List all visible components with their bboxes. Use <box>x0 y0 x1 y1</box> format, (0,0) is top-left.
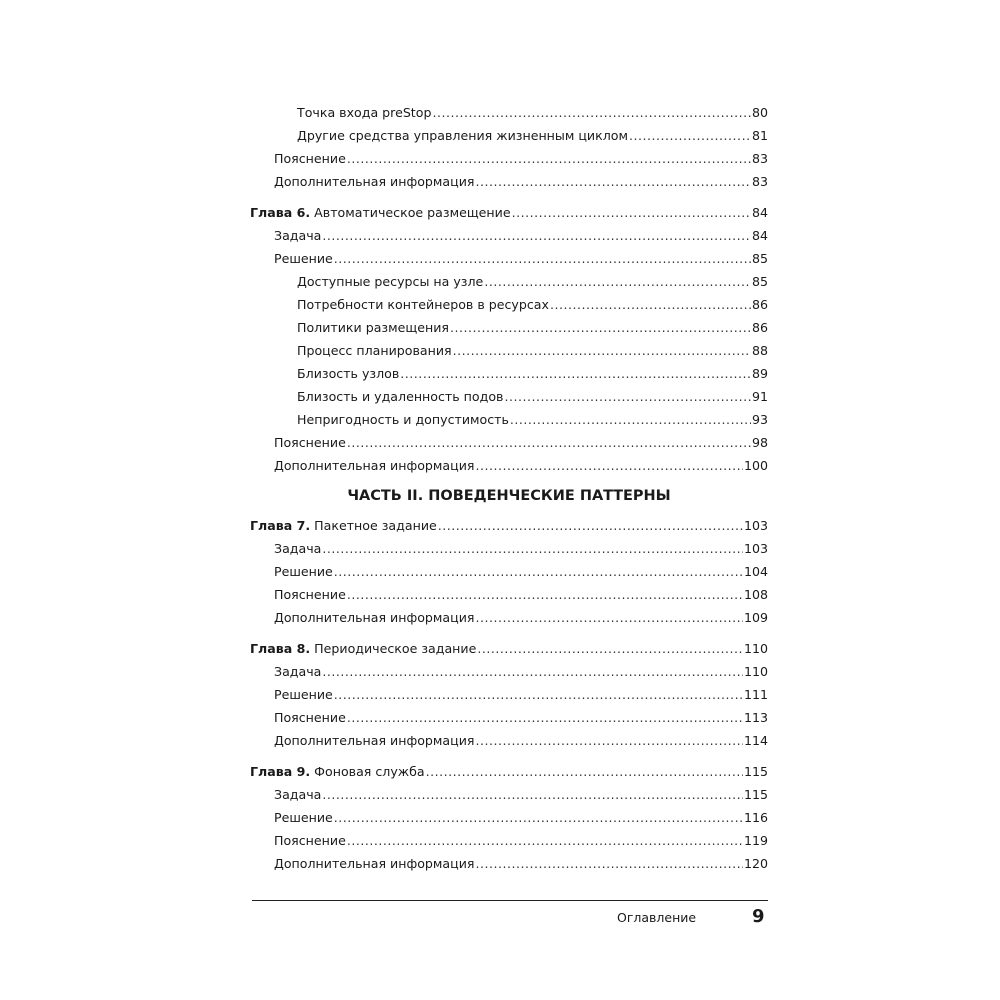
toc-entry-title <box>297 389 503 405</box>
toc-entry-title <box>274 251 333 267</box>
dot-leader <box>484 274 751 290</box>
toc-entry-label: Пояснение <box>274 710 346 725</box>
toc-entry-label: Потребности контейнеров в ресурсах <box>297 297 549 312</box>
toc-entry-title <box>274 435 346 451</box>
toc-entry-title <box>297 274 483 290</box>
toc-page-number: 115 <box>743 764 768 779</box>
toc-entry-title <box>297 320 449 336</box>
toc-entry <box>297 103 768 121</box>
toc-entry-label: Политики размещения <box>297 320 449 335</box>
toc-entry <box>274 226 768 244</box>
dot-leader <box>512 205 751 221</box>
dot-leader <box>432 105 751 121</box>
toc-entry <box>297 295 768 313</box>
toc-entry <box>274 539 768 557</box>
toc-entry-title <box>274 856 474 872</box>
toc-entry-title <box>297 105 431 121</box>
toc-entry-label: Дополнительная информация <box>274 174 475 189</box>
toc-entry-label: Другие средства управления жизненным циклом <box>297 128 628 143</box>
toc-page-number: 119 <box>743 833 768 848</box>
toc-entry <box>274 785 768 803</box>
toc-entry <box>274 608 768 626</box>
toc-entry-label: Дополнительная информация <box>274 856 475 871</box>
toc-page-number: 84 <box>751 205 768 220</box>
toc-entry-title <box>274 787 321 803</box>
dot-leader <box>334 251 751 267</box>
toc-page-number: 115 <box>743 787 768 802</box>
dot-leader <box>510 412 751 428</box>
toc-entry-title <box>274 733 474 749</box>
toc-entry-title <box>250 764 425 780</box>
toc-page-number: 89 <box>751 366 768 381</box>
dot-leader <box>475 610 742 626</box>
toc-page-number: 88 <box>751 343 768 358</box>
footer-rule <box>252 900 768 901</box>
dot-leader <box>322 787 743 803</box>
dot-leader <box>629 128 751 144</box>
page-number: 9 <box>752 906 765 927</box>
toc-entry-label: Решение <box>274 251 333 266</box>
toc-entry-label: Пояснение <box>274 435 346 450</box>
dot-leader <box>334 810 743 826</box>
toc-page-number: 84 <box>751 228 768 243</box>
toc-page-number: 108 <box>743 587 768 602</box>
toc-chapter-entry <box>250 203 768 221</box>
toc-entry-label: Автоматическое размещение <box>314 205 511 220</box>
toc-entry <box>297 364 768 382</box>
dot-leader <box>347 710 743 726</box>
toc-entry-title <box>274 664 321 680</box>
dot-leader <box>400 366 751 382</box>
toc-entry <box>297 387 768 405</box>
toc-entry-label: Доступные ресурсы на узле <box>297 274 484 289</box>
toc-entry <box>297 341 768 359</box>
toc-entry-label: Фоновая служба <box>314 764 425 779</box>
toc-page-number: 110 <box>743 641 768 656</box>
toc-entry <box>274 662 768 680</box>
toc-entry-label: Близость узлов <box>297 366 400 381</box>
toc-entry-title <box>297 412 509 428</box>
part-heading: ЧАСТЬ II. ПОВЕДЕНЧЕСКИЕ ПАТТЕРНЫ <box>347 488 671 504</box>
dot-leader <box>347 151 751 167</box>
toc-entry-title <box>297 366 399 382</box>
toc-chapter-entry <box>250 762 768 780</box>
dot-leader <box>426 764 743 780</box>
toc-entry-label: Пояснение <box>274 151 346 166</box>
toc-entry-label: Задача <box>274 787 322 802</box>
toc-entry <box>274 731 768 749</box>
dot-leader <box>475 856 742 872</box>
toc-entry <box>274 149 768 167</box>
toc-entry-label: Решение <box>274 687 333 702</box>
toc-entry-title <box>297 343 452 359</box>
toc-page-number: 91 <box>751 389 768 404</box>
dot-leader <box>347 435 751 451</box>
toc-entry-title <box>274 587 346 603</box>
toc-page-number: 86 <box>751 297 768 312</box>
toc-entry-label: Задача <box>274 541 322 556</box>
dot-leader <box>475 733 742 749</box>
toc-entry <box>274 562 768 580</box>
toc-entry-label: Пояснение <box>274 833 346 848</box>
toc-entry-title <box>274 174 474 190</box>
toc-page-number: 104 <box>743 564 768 579</box>
toc-entry-title <box>274 810 333 826</box>
toc-entry-label: Задача <box>274 664 322 679</box>
toc-chapter-entry <box>250 639 768 657</box>
dot-leader <box>347 833 743 849</box>
dot-leader <box>322 664 743 680</box>
toc-entry-title <box>274 687 333 703</box>
toc-entry-title <box>250 518 437 534</box>
dot-leader <box>453 343 751 359</box>
toc-entry-label: Точка входа preStop <box>297 105 432 120</box>
toc-entry-title <box>274 710 346 726</box>
toc-entry-title <box>250 641 476 657</box>
toc-entry <box>274 585 768 603</box>
toc-entry <box>274 808 768 826</box>
chapter-number: Глава 6. <box>250 205 311 220</box>
toc-page-number: 83 <box>751 151 768 166</box>
toc-entry-label: Дополнительная информация <box>274 610 475 625</box>
toc-entry <box>274 433 768 451</box>
toc-entry <box>274 685 768 703</box>
toc-entry-label: Решение <box>274 810 333 825</box>
toc-page-number: 109 <box>743 610 768 625</box>
toc-entry-label: Дополнительная информация <box>274 733 475 748</box>
toc-entry-label: Решение <box>274 564 333 579</box>
dot-leader <box>504 389 751 405</box>
toc-entry <box>274 456 768 474</box>
dot-leader <box>475 458 742 474</box>
toc-entry <box>274 854 768 872</box>
toc-page-number: 85 <box>751 251 768 266</box>
toc-page-number: 116 <box>743 810 768 825</box>
toc-page-number: 114 <box>743 733 768 748</box>
footer-label: Оглавление <box>617 910 697 925</box>
chapter-number: Глава 8. <box>250 641 311 656</box>
dot-leader <box>475 174 750 190</box>
toc-page-number: 111 <box>743 687 768 702</box>
dot-leader <box>438 518 743 534</box>
toc-entry <box>274 249 768 267</box>
toc-page-number: 86 <box>751 320 768 335</box>
toc-entry-title <box>274 610 474 626</box>
toc-entry <box>297 126 768 144</box>
toc-page-number: 98 <box>751 435 768 450</box>
dot-leader <box>450 320 751 336</box>
toc-page-number: 85 <box>751 274 768 289</box>
dot-leader <box>550 297 751 313</box>
toc-entry-label: Непригодность и допустимость <box>297 412 509 427</box>
dot-leader <box>477 641 743 657</box>
toc-entry-label: Процесс планирования <box>297 343 452 358</box>
toc-entry-label: Периодическое задание <box>314 641 477 656</box>
toc-page-number: 80 <box>751 105 768 120</box>
toc-entry-label: Дополнительная информация <box>274 458 475 473</box>
toc-page-number: 83 <box>751 174 768 189</box>
toc-page-number: 120 <box>743 856 768 871</box>
dot-leader <box>322 541 743 557</box>
toc-page-number: 81 <box>751 128 768 143</box>
toc-entry-title <box>274 541 321 557</box>
toc-entry-label: Пакетное задание <box>314 518 437 533</box>
toc-entry <box>297 410 768 428</box>
toc-page-number: 100 <box>743 458 768 473</box>
toc-entry-label: Задача <box>274 228 322 243</box>
dot-leader <box>334 687 743 703</box>
toc-entry-label: Пояснение <box>274 587 346 602</box>
toc-entry <box>274 172 768 190</box>
dot-leader <box>322 228 751 244</box>
toc-entry <box>274 708 768 726</box>
toc-entry-title <box>297 128 628 144</box>
toc-entry-title <box>274 228 321 244</box>
toc-entry-title <box>250 205 511 221</box>
toc-entry <box>297 318 768 336</box>
toc-entry-title <box>274 151 346 167</box>
toc-entry-title <box>297 297 549 313</box>
toc-entry-title <box>274 564 333 580</box>
chapter-number: Глава 7. <box>250 518 311 533</box>
toc-entry-label: Близость и удаленность подов <box>297 389 504 404</box>
toc-page-number: 113 <box>743 710 768 725</box>
toc-entry-title <box>274 833 346 849</box>
toc-page-number: 110 <box>743 664 768 679</box>
toc-page-number: 93 <box>751 412 768 427</box>
toc-entry-title <box>274 458 474 474</box>
toc-page-number: 103 <box>743 541 768 556</box>
toc-page-number: 103 <box>743 518 768 533</box>
toc-chapter-entry <box>250 516 768 534</box>
toc-entry <box>297 272 768 290</box>
chapter-number: Глава 9. <box>250 764 311 779</box>
dot-leader <box>347 587 743 603</box>
toc-entry <box>274 831 768 849</box>
dot-leader <box>334 564 743 580</box>
